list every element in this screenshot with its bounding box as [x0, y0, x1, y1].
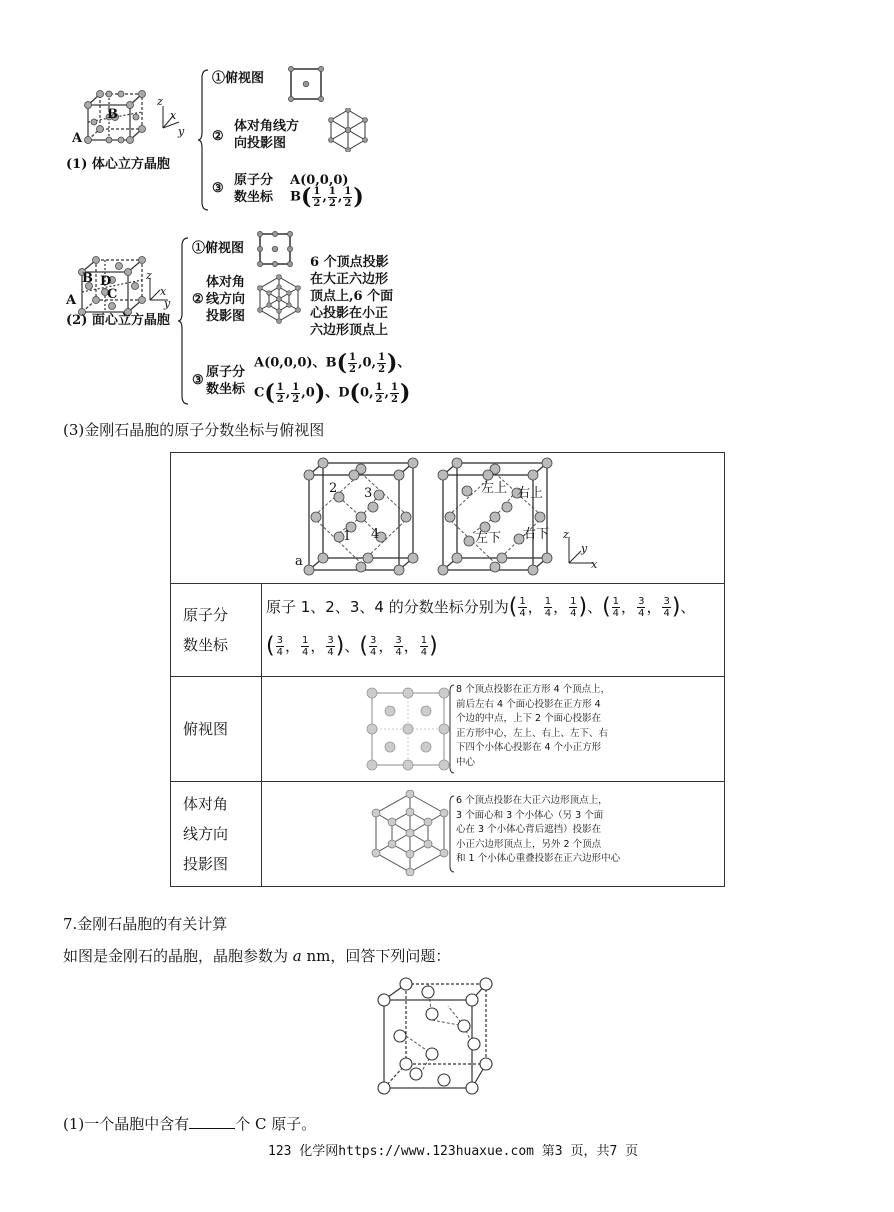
bcc-axis-y: y: [178, 125, 185, 138]
diamond-figures-row: [171, 453, 725, 584]
section7-title: 7.金刚石晶胞的有关计算: [63, 915, 228, 933]
diamond-label-4: 4: [371, 527, 380, 542]
diamond-axis-x: x: [591, 558, 598, 571]
diamond-topview-note: 8 个顶点投影在正方形 4 个顶点上， 前后左右 4 个面心投影在正方形 4 个边的中点，上下 2 个面心投影在 正方形中心，左上、右上、左下、右 下四个小体心投影在 4 个小正方形 中心: [456, 684, 611, 768]
diamond-table: [170, 452, 725, 887]
diamond-topview-content: [262, 677, 725, 782]
fcc-atom-b-label: B: [82, 271, 93, 286]
fcc-item1-label: ①俯视图: [192, 241, 245, 256]
diamond-topview-row: [171, 677, 725, 782]
diamond-label-bottom-left: 左下: [475, 531, 502, 546]
fcc-item3-num: ③: [192, 373, 204, 388]
bcc-item2-line1: 体对角线方: [234, 119, 300, 134]
diamond-projection-row: [171, 782, 725, 887]
bcc-item3-line1: 原子分: [234, 173, 274, 188]
section7-intro: 如图是金刚石的晶胞，晶胞参数为 a nm，回答下列问题：: [63, 947, 451, 965]
bcc-coord-a: A(0,0,0): [290, 173, 349, 188]
bcc-caption: (1) 体心立方晶胞: [66, 157, 170, 172]
diamond-label-top-right: 右上: [517, 486, 544, 501]
bcc-item3-num: ③: [212, 181, 224, 196]
fcc-coord-line1: A(0,0,0)、B( $\frac{1}{2}$ ,0, $\frac{1}{2}$ )、: [254, 350, 411, 376]
diamond-top-view-figure: [366, 687, 450, 771]
diamond-cell-figure-numbered: [299, 455, 429, 581]
diamond-coords-label: 原子分 数坐标: [171, 584, 262, 677]
fcc-caption: (2) 面心立方晶胞: [66, 313, 170, 328]
bcc-diagonal-projection-figure: [328, 108, 368, 152]
diamond-topview-label: 俯视图: [171, 677, 262, 782]
diamond-label-bottom-right: 右下: [523, 527, 550, 542]
answer-blank[interactable]: [189, 1114, 235, 1129]
diamond-coords-content: 原子 1、2、3、4 的分数坐标分别为( $\frac{1}{4}$ ， $\frac{1}{4}$ ， $\frac{1}{4}$ )、( $\frac{1}{4}$ ， $\frac{3}{4}$ ， $\frac{3}{4}$ )、 ( $\frac{3}{4}$ ， $\frac{1}{4}$ ， $\frac{3}{4}$ )、( $\frac{3}{4}$ ， $\frac{3}{4}$ ， $\frac{1}{4}$ ): [262, 584, 725, 677]
bcc-atom-a-label: A: [72, 131, 83, 146]
diamond-axis-y: y: [581, 542, 588, 555]
diamond-label-1: 1: [343, 529, 352, 544]
diamond-projection-brace: [448, 794, 456, 874]
diamond-label-a: a: [295, 554, 303, 569]
diamond-projection-label: 体对角 线方向 投影图: [171, 782, 262, 887]
diamond-projection-figure: [370, 790, 450, 876]
bcc-coord-b: B( $\frac{1}{2}$ , $\frac{1}{2}$ , $\frac{1}{2}$ ): [290, 184, 364, 210]
fcc-top-view-figure: [256, 230, 294, 268]
fcc-item3-line2: 数坐标: [206, 382, 246, 397]
fcc-atom-a-label: A: [66, 293, 77, 308]
fcc-item2-note: 6 个顶点投影 在大正六边形 顶点上,6 个面 心投影在小正 六边形顶点上: [310, 255, 394, 338]
bcc-item1-label: ①俯视图: [212, 71, 265, 86]
fcc-axis-y: y: [164, 297, 171, 310]
bcc-block: [60, 60, 420, 220]
diamond-label-2: 2: [329, 481, 338, 496]
page-footer: 123 化学网https://www.123huaxue.com 第3 页，共7 页: [268, 1144, 639, 1159]
diamond-label-3: 3: [364, 486, 373, 501]
bcc-brace: [198, 68, 210, 212]
fcc-atom-c-label: C: [107, 287, 118, 302]
diamond-axis-z: z: [563, 528, 569, 541]
bcc-axis-x: x: [170, 109, 177, 122]
fcc-item2-line1: 体对角: [206, 275, 246, 290]
diamond-heading: (3)金刚石晶胞的原子分数坐标与俯视图: [63, 421, 325, 439]
diamond-coords-row: [171, 584, 725, 677]
diamond-figures-cell: [171, 453, 725, 584]
fcc-item3-line1: 原子分: [206, 365, 246, 380]
fcc-item2-line3: 投影图: [206, 309, 246, 324]
diamond-projection-content: [262, 782, 725, 887]
diamond-unit-cell-figure: [376, 976, 496, 1102]
fcc-atom-d-label: D: [100, 274, 112, 289]
diamond-coords-text: 原子 1、2、3、4 的分数坐标分别为: [266, 598, 509, 616]
bcc-item2-num: ②: [212, 129, 224, 144]
fcc-diagonal-projection-figure: [256, 274, 302, 324]
fcc-item2-num: ②: [192, 292, 204, 307]
fcc-brace: [178, 236, 190, 406]
bcc-top-view-figure: [288, 66, 324, 102]
fcc-coord-line2: C( $\frac{1}{2}$ , $\frac{1}{2}$ ,0)、D(0, $\frac{1}{2}$ , $\frac{1}{2}$ ): [254, 380, 411, 406]
question-1: (1)一个晶胞中含有 个 C 原子。: [63, 1115, 317, 1133]
fcc-axis-x: x: [160, 285, 167, 298]
diamond-projection-note: 6 个顶点投影在大正六边形顶点上， 3 个面心和 3 个小体心（另 3 个面 心在 3 个小体心背后遮挡）投影在 小正六边形顶点上，另外 2 个顶点 和 1 个小体心重叠投影在正六边形中心: [456, 795, 621, 864]
bcc-item3-line2: 数坐标: [234, 190, 274, 205]
bcc-item2-line2: 向投影图: [234, 136, 287, 151]
diamond-cell-figure-positions: [433, 455, 563, 581]
fcc-axis-z: z: [146, 269, 152, 282]
bcc-axis-z: z: [157, 95, 163, 108]
fcc-item2-line2: 线方向: [206, 292, 246, 307]
diamond-label-top-left: 左上: [481, 481, 508, 496]
bcc-atom-b-label: B: [107, 107, 118, 122]
diamond-topview-brace: [448, 683, 456, 775]
fcc-block: [60, 228, 420, 413]
